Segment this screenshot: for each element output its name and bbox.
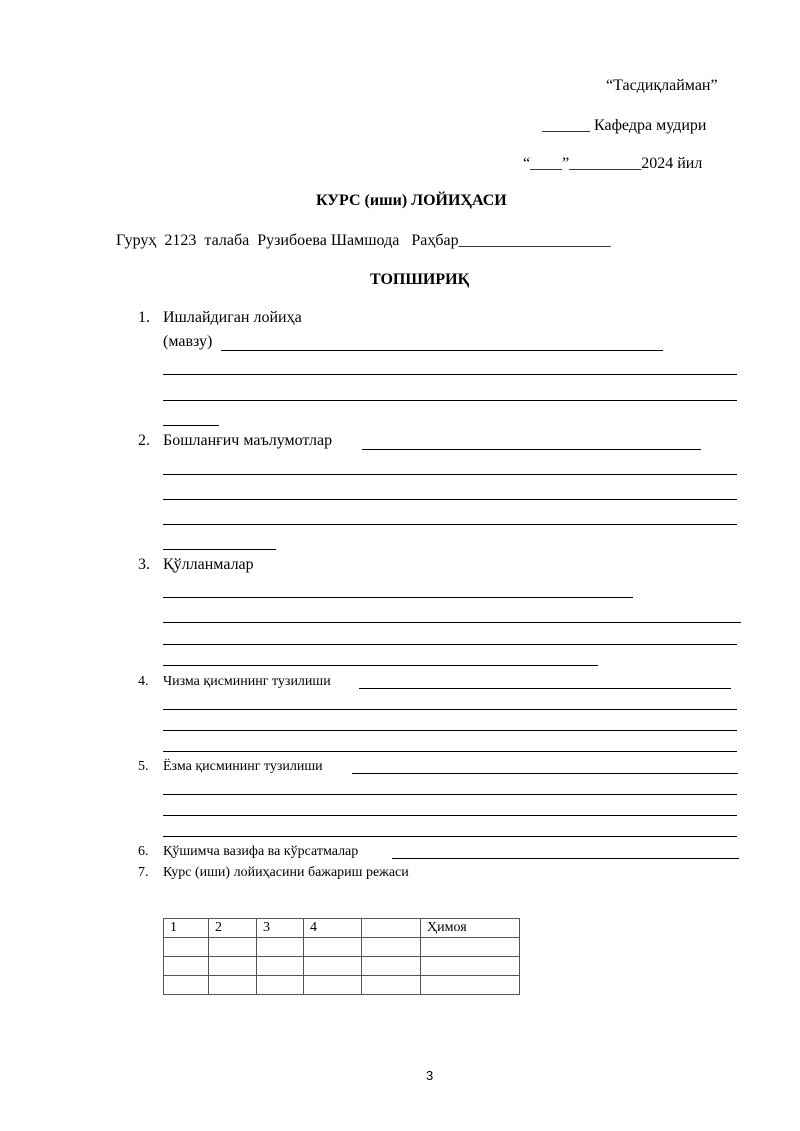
table-cell <box>421 957 520 976</box>
table-cell <box>421 938 520 957</box>
table-cell <box>257 957 304 976</box>
table-cell <box>257 976 304 995</box>
table-cell <box>164 957 209 976</box>
table-header-cell: Ҳимоя <box>421 919 520 938</box>
table-row <box>164 938 520 957</box>
fill-line <box>362 449 701 450</box>
approval-title: “Тасдиқлайман” <box>606 77 718 94</box>
table-cell <box>421 976 520 995</box>
task-title: ТОПШИРИҚ <box>370 271 470 288</box>
fill-line <box>163 400 737 401</box>
table-header-cell: 3 <box>257 919 304 938</box>
fill-line <box>163 597 633 598</box>
table-cell <box>362 976 421 995</box>
item-2-number: 2. <box>138 432 150 449</box>
page-number: 3 <box>426 1068 434 1083</box>
approval-head: ______ Кафедра мудири <box>542 117 707 134</box>
table-row <box>164 957 520 976</box>
item-1-number: 1. <box>138 309 150 326</box>
item-6-number: 6. <box>138 844 149 859</box>
table-cell <box>362 957 421 976</box>
table-header-row <box>164 919 520 938</box>
fill-line <box>163 709 737 710</box>
table-cell <box>362 938 421 957</box>
item-1-sub: (мавзу) <box>163 333 213 350</box>
item-3-number: 3. <box>138 556 150 573</box>
fill-line <box>163 836 737 837</box>
fill-line <box>163 499 737 500</box>
table-row <box>164 976 520 995</box>
item-7-number: 7. <box>138 865 149 880</box>
table-cell <box>209 957 257 976</box>
fill-line <box>163 524 737 525</box>
table-header-cell <box>362 919 421 938</box>
item-3-label: Қўлланмалар <box>163 556 254 573</box>
fill-line <box>352 773 738 774</box>
fill-line <box>163 425 219 426</box>
table-header-cell: 1 <box>164 919 209 938</box>
fill-line <box>359 688 731 689</box>
fill-line <box>221 350 663 351</box>
document-title: КУРС (иши) ЛОЙИҲАСИ <box>316 192 507 209</box>
fill-line <box>163 665 598 666</box>
fill-line <box>163 622 741 623</box>
item-6-label: Қўшимча вазифа ва кўрсатмалар <box>163 844 359 859</box>
item-5-label: Ёзма қисмининг тузилиши <box>163 759 323 774</box>
approval-date: “____”_________2024 йил <box>523 155 703 172</box>
fill-line <box>163 374 737 375</box>
table-cell <box>304 976 362 995</box>
fill-line <box>163 644 737 645</box>
table-cell <box>164 938 209 957</box>
item-4-label: Чизма қисмининг тузилиши <box>163 674 331 689</box>
table-cell <box>304 938 362 957</box>
table-cell <box>304 957 362 976</box>
table-cell <box>209 976 257 995</box>
fill-line <box>163 730 737 731</box>
plan-table <box>163 918 520 995</box>
fill-line <box>163 751 737 752</box>
table-cell <box>209 938 257 957</box>
item-4-number: 4. <box>138 674 149 689</box>
fill-line <box>392 858 739 859</box>
item-5-number: 5. <box>138 759 149 774</box>
table-cell <box>164 976 209 995</box>
fill-line <box>163 474 737 475</box>
item-2-label: Бошланғич маълумотлар <box>163 432 333 449</box>
item-7-label: Курс (иши) лойиҳасини бажариш режаси <box>163 865 409 880</box>
table-header-cell: 4 <box>304 919 362 938</box>
fill-line <box>163 549 276 550</box>
student-line: Гуруҳ 2123 талаба Рузибоева Шамшода Раҳбар___________________ <box>116 232 611 249</box>
fill-line <box>163 794 737 795</box>
fill-line <box>163 815 737 816</box>
item-1-label: Ишлайдиган лойиҳа <box>163 309 302 326</box>
table-header-cell: 2 <box>209 919 257 938</box>
table-cell <box>257 938 304 957</box>
